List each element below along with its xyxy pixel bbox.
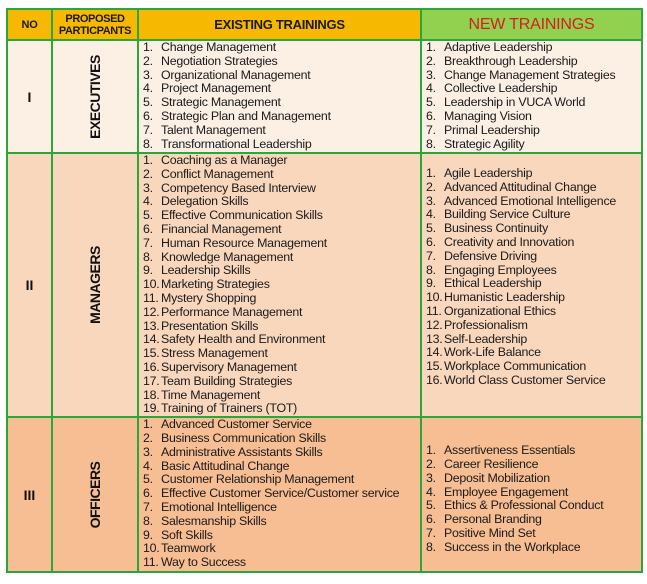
item-number: 1.	[143, 417, 153, 432]
item-number: 3.	[426, 470, 436, 485]
item-number: 7.	[426, 248, 436, 263]
training-item	[139, 473, 420, 487]
item-number: 4.	[426, 484, 436, 499]
training-item	[139, 110, 420, 124]
item-label: Training of Trainers (TOT)	[161, 401, 298, 416]
item-number: 4.	[426, 81, 436, 96]
item-label: Talent Management	[161, 122, 266, 137]
training-item	[139, 542, 420, 556]
training-item	[422, 96, 641, 110]
item-label: Organizational Management	[161, 67, 311, 82]
training-table	[6, 8, 643, 573]
item-number: 16.	[143, 359, 160, 374]
item-label: Effective Customer Service/Customer service	[161, 486, 400, 501]
item-number: 2.	[426, 53, 436, 68]
item-number: 4.	[143, 81, 153, 96]
training-item	[422, 291, 641, 305]
training-item	[139, 182, 420, 196]
item-label: Teamwork	[161, 541, 216, 556]
item-number: 14.	[143, 332, 160, 347]
item-label: World Class Customer Service	[444, 372, 606, 387]
item-label: Way to Success	[161, 555, 246, 570]
item-number: 8.	[426, 136, 436, 151]
item-number: 10.	[143, 541, 160, 556]
training-item	[422, 82, 641, 96]
training-item	[139, 209, 420, 223]
item-label: Agile Leadership	[444, 166, 533, 180]
item-label: Advanced Emotional Intelligence	[444, 193, 617, 208]
item-number: 6.	[426, 234, 436, 249]
item-label: Basic Attitudinal Change	[161, 458, 290, 473]
new-trainings-cell	[421, 40, 642, 153]
item-label: Employee Engagement	[444, 484, 569, 499]
item-number: 6.	[426, 512, 436, 527]
item-number: 2.	[143, 430, 153, 445]
item-number: 3.	[426, 193, 436, 208]
item-label: Time Management	[161, 387, 261, 402]
item-label: Negotiation Strategies	[161, 53, 278, 68]
existing-trainings-list	[139, 154, 420, 416]
item-number: 16.	[426, 372, 443, 387]
item-number: 10.	[426, 290, 443, 305]
training-item	[422, 181, 641, 195]
item-number: 10.	[143, 277, 160, 292]
item-number: 15.	[143, 346, 160, 361]
item-label: Positive Mind Set	[444, 525, 536, 540]
item-label: Success in the Workplace	[444, 539, 581, 554]
training-item	[139, 124, 420, 138]
training-item	[422, 374, 641, 388]
item-label: Self-Leadership	[444, 331, 528, 346]
item-number: 7.	[143, 122, 153, 137]
training-item	[422, 319, 641, 333]
training-item	[422, 264, 641, 278]
item-number: 1.	[143, 153, 153, 167]
training-item	[422, 110, 641, 124]
item-label: Personal Branding	[444, 512, 542, 527]
training-item	[139, 96, 420, 110]
item-label: Delegation Skills	[161, 194, 249, 209]
item-number: 9.	[143, 263, 153, 278]
item-number: 5.	[426, 221, 436, 236]
item-number: 11.	[143, 555, 159, 570]
training-item	[422, 499, 641, 513]
group-no: III	[7, 417, 52, 572]
item-number: 3.	[426, 67, 436, 82]
item-label: Knowledge Management	[161, 249, 294, 264]
item-label: Safety Health and Environment	[161, 332, 326, 347]
training-item	[139, 529, 420, 543]
training-item	[139, 69, 420, 83]
training-item	[139, 375, 420, 389]
group-no: II	[7, 153, 52, 417]
item-number: 9.	[143, 527, 153, 542]
item-number: 3.	[143, 444, 153, 459]
item-label: Adaptive Leadership	[444, 40, 553, 54]
item-label: Business Continuity	[444, 221, 549, 236]
item-number: 13.	[426, 331, 443, 346]
item-label: Managing Vision	[444, 108, 532, 123]
training-item	[139, 138, 420, 152]
new-trainings-cell	[421, 153, 642, 417]
training-item	[422, 236, 641, 250]
item-label: Coaching as a Manager	[161, 153, 288, 167]
existing-trainings-list	[139, 41, 420, 151]
training-item	[139, 333, 420, 347]
header-new-trainings: NEW TRAININGS	[421, 9, 642, 40]
group-name: MANAGERS	[87, 246, 103, 324]
item-number: 11.	[426, 303, 442, 318]
item-number: 5.	[426, 95, 436, 110]
item-label: Soft Skills	[161, 527, 213, 542]
training-item	[139, 195, 420, 209]
item-label: Advanced Attitudinal Change	[444, 179, 597, 194]
item-number: 8.	[143, 136, 153, 151]
training-item	[422, 346, 641, 360]
group-row-officers	[7, 417, 642, 572]
group-name-cell	[52, 40, 138, 153]
item-label: Change Management	[161, 40, 276, 54]
item-number: 5.	[426, 498, 436, 513]
item-number: 19.	[143, 401, 160, 416]
item-label: Emotional Intelligence	[161, 499, 277, 514]
item-label: Transformational Leadership	[161, 136, 312, 151]
item-label: Breakthrough Leadership	[444, 53, 578, 68]
training-item	[139, 446, 420, 460]
item-number: 1.	[426, 166, 436, 180]
item-number: 13.	[143, 318, 160, 333]
item-label: Effective Communication Skills	[161, 208, 323, 223]
item-number: 11.	[143, 290, 159, 305]
item-number: 7.	[426, 122, 436, 137]
item-number: 5.	[143, 472, 153, 487]
training-item	[139, 361, 420, 375]
item-label: Advanced Customer Service	[161, 417, 312, 432]
item-label: Business Communication Skills	[161, 430, 326, 445]
item-label: Mystery Shopping	[161, 290, 257, 305]
training-item	[422, 124, 641, 138]
item-number: 4.	[143, 458, 153, 473]
item-number: 1.	[143, 40, 153, 54]
training-item	[139, 402, 420, 416]
training-item	[139, 460, 420, 474]
item-number: 3.	[143, 180, 153, 195]
training-item	[139, 278, 420, 292]
item-number: 6.	[143, 486, 153, 501]
training-item	[422, 277, 641, 291]
item-number: 2.	[426, 456, 436, 471]
training-item	[422, 527, 641, 541]
item-number: 3.	[143, 67, 153, 82]
item-label: Defensive Driving	[444, 248, 537, 263]
training-item	[139, 487, 420, 501]
existing-trainings-cell	[138, 40, 421, 153]
header-no: NO	[7, 9, 52, 40]
item-number: 2.	[143, 166, 153, 181]
item-number: 4.	[143, 194, 153, 209]
group-name: OFFICERS	[87, 461, 103, 529]
item-label: Ethical Leadership	[444, 276, 542, 291]
training-item	[422, 458, 641, 472]
training-item	[139, 320, 420, 334]
item-number: 9.	[426, 276, 436, 291]
item-number: 14.	[426, 345, 443, 360]
item-number: 2.	[143, 53, 153, 68]
group-name-cell	[52, 153, 138, 417]
item-label: Salesmanship Skills	[161, 513, 267, 528]
group-row-managers	[7, 153, 642, 417]
item-number: 17.	[143, 373, 160, 388]
item-label: Creativity and Innovation	[444, 234, 575, 249]
training-table-container	[6, 8, 641, 573]
training-item	[422, 41, 641, 55]
training-item	[422, 444, 641, 458]
training-item	[139, 154, 420, 168]
item-label: Humanistic Leadership	[444, 290, 565, 305]
item-label: Deposit Mobilization	[444, 470, 550, 485]
group-row-executives	[7, 40, 642, 153]
existing-trainings-cell	[138, 417, 421, 572]
item-label: Collective Leadership	[444, 81, 558, 96]
item-label: Strategic Agility	[444, 136, 525, 151]
item-number: 8.	[143, 513, 153, 528]
item-label: Professionalism	[444, 317, 528, 332]
item-label: Building Service Culture	[444, 207, 571, 222]
item-number: 8.	[426, 262, 436, 277]
training-item	[422, 250, 641, 264]
item-number: 4.	[426, 207, 436, 222]
item-number: 1.	[426, 40, 436, 54]
training-item	[422, 195, 641, 209]
item-label: Team Building Strategies	[161, 373, 293, 388]
item-number: 7.	[426, 525, 436, 540]
item-number: 15.	[426, 359, 443, 374]
item-label: Primal Leadership	[444, 122, 540, 137]
training-item	[422, 222, 641, 236]
item-number: 2.	[426, 179, 436, 194]
training-item	[422, 167, 641, 181]
training-item	[422, 138, 641, 152]
training-item	[139, 556, 420, 570]
item-label: Career Resilience	[444, 456, 539, 471]
item-label: Leadership Skills	[161, 263, 251, 278]
item-label: Financial Management	[161, 221, 282, 236]
item-number: 7.	[143, 235, 153, 250]
item-label: Engaging Employees	[444, 262, 557, 277]
training-item	[422, 333, 641, 347]
item-number: 5.	[143, 208, 153, 223]
group-no: I	[7, 40, 52, 153]
training-item	[422, 541, 641, 555]
training-item	[139, 55, 420, 69]
item-number: 8.	[143, 249, 153, 264]
item-label: Assertiveness Essentials	[444, 443, 576, 458]
item-label: Project Management	[161, 81, 271, 96]
training-item	[422, 513, 641, 527]
header-participants: PROPOSED PARTICPANTS	[52, 9, 138, 40]
item-number: 8.	[426, 539, 436, 554]
training-item	[139, 306, 420, 320]
training-item	[139, 418, 420, 432]
item-label: Work-Life Balance	[444, 345, 541, 360]
item-label: Performance Management	[161, 304, 303, 319]
training-item	[139, 292, 420, 306]
training-item	[422, 208, 641, 222]
training-item	[422, 55, 641, 69]
item-number: 1.	[426, 443, 436, 458]
training-item	[422, 305, 641, 319]
training-item	[422, 472, 641, 486]
training-item	[422, 360, 641, 374]
training-item	[422, 486, 641, 500]
item-number: 12.	[143, 304, 160, 319]
item-number: 7.	[143, 499, 153, 514]
training-item	[139, 168, 420, 182]
header-existing-trainings: EXISTING TRAININGS	[138, 9, 421, 40]
item-label: Strategic Management	[161, 95, 281, 110]
training-item	[139, 237, 420, 251]
item-label: Strategic Plan and Management	[161, 108, 331, 123]
item-number: 12.	[426, 317, 443, 332]
new-trainings-cell	[421, 417, 642, 572]
new-trainings-list	[422, 154, 641, 388]
item-label: Competency Based Interview	[161, 180, 316, 195]
item-label: Customer Relationship Management	[161, 472, 355, 487]
training-item	[139, 515, 420, 529]
item-label: Stress Management	[161, 346, 268, 361]
training-item	[139, 264, 420, 278]
training-item	[139, 41, 420, 55]
item-label: Change Management Strategies	[444, 67, 616, 82]
group-name-cell	[52, 417, 138, 572]
item-label: Presentation Skills	[161, 318, 259, 333]
new-trainings-list	[422, 418, 641, 554]
item-label: Marketing Strategies	[161, 277, 270, 292]
new-trainings-list	[422, 41, 641, 151]
item-number: 6.	[143, 108, 153, 123]
existing-trainings-cell	[138, 153, 421, 417]
training-item	[139, 389, 420, 403]
header-row	[7, 9, 642, 40]
item-label: Leadership in VUCA World	[444, 95, 586, 110]
existing-trainings-list	[139, 418, 420, 570]
item-number: 6.	[426, 108, 436, 123]
item-label: Supervisory Management	[161, 359, 297, 374]
training-item	[139, 251, 420, 265]
item-number: 6.	[143, 221, 153, 236]
training-item	[139, 82, 420, 96]
item-label: Human Resource Management	[161, 235, 327, 250]
item-number: 5.	[143, 95, 153, 110]
training-item	[422, 69, 641, 83]
training-item	[139, 223, 420, 237]
item-label: Ethics & Professional Conduct	[444, 498, 604, 513]
item-label: Workplace Communication	[444, 359, 587, 374]
item-label: Organizational Ethics	[444, 303, 556, 318]
group-name: EXECUTIVES	[87, 54, 103, 139]
item-label: Conflict Management	[161, 166, 274, 181]
training-item	[139, 432, 420, 446]
training-item	[139, 501, 420, 515]
item-label: Administrative Assistants Skills	[161, 444, 323, 459]
training-item	[139, 347, 420, 361]
item-number: 18.	[143, 387, 160, 402]
